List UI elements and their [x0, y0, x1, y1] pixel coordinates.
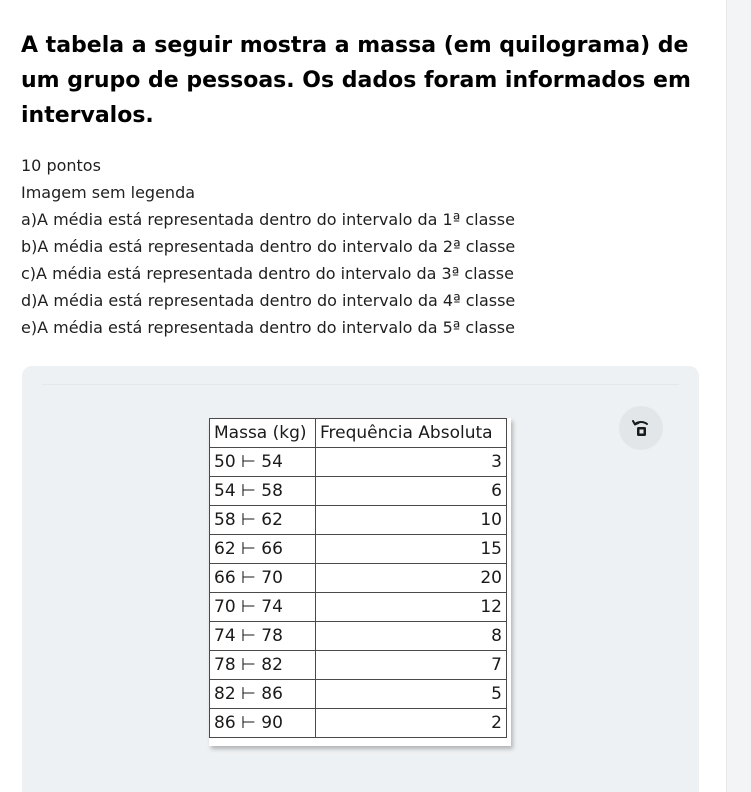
answer-option-a: a)A média está representada dentro do intervalo da 1ª classe [21, 210, 515, 229]
attachment-divider [42, 384, 679, 385]
answer-option-e: e)A média está representada dentro do intervalo da 5ª classe [21, 318, 515, 337]
table-row [210, 680, 507, 709]
mass-interval: 74 ⊢ 78 [210, 622, 316, 651]
header-mass: Massa (kg) [210, 419, 316, 448]
frequency-value: 8 [316, 622, 507, 651]
mass-interval: 62 ⊢ 66 [210, 535, 316, 564]
image-attachment [22, 366, 699, 792]
frequency-table [209, 418, 507, 738]
table-row [210, 622, 507, 651]
answer-option-d: d)A média está representada dentro do intervalo da 4ª classe [21, 291, 516, 310]
mass-interval: 58 ⊢ 62 [210, 506, 316, 535]
points-label: 10 pontos [21, 156, 101, 175]
table-row [210, 477, 507, 506]
frequency-value: 15 [316, 535, 507, 564]
mass-interval: 82 ⊢ 86 [210, 680, 316, 709]
table-header-row [210, 419, 507, 448]
frequency-table-image [209, 418, 511, 746]
table-row [210, 448, 507, 477]
mass-interval: 86 ⊢ 90 [210, 709, 316, 738]
frequency-value: 12 [316, 593, 507, 622]
mass-interval: 78 ⊢ 82 [210, 651, 316, 680]
answer-option-c: c)A média está representada dentro do intervalo da 3ª classe [21, 264, 514, 283]
mass-interval: 66 ⊢ 70 [210, 564, 316, 593]
table-row [210, 709, 507, 738]
table-row [210, 535, 507, 564]
frequency-value: 3 [316, 448, 507, 477]
mass-interval: 54 ⊢ 58 [210, 477, 316, 506]
table-row [210, 651, 507, 680]
mass-interval: 70 ⊢ 74 [210, 593, 316, 622]
question-meta [21, 152, 515, 341]
frequency-value: 7 [316, 651, 507, 680]
question-title: A tabela a seguir mostra a massa (em quilograma) de um grupo de pessoas. Os dados foram informados em intervalos. [21, 33, 691, 128]
frequency-value: 5 [316, 680, 507, 709]
right-scroll-rail [726, 0, 751, 792]
table-row [210, 564, 507, 593]
frequency-value: 6 [316, 477, 507, 506]
rotate-image-button[interactable] [619, 406, 663, 450]
table-row [210, 593, 507, 622]
frequency-value: 2 [316, 709, 507, 738]
rotate-icon [630, 417, 652, 439]
table-row [210, 506, 507, 535]
header-frequency: Frequência Absoluta [316, 419, 507, 448]
answer-option-b: b)A média está representada dentro do intervalo da 2ª classe [21, 237, 516, 256]
image-caption: Imagem sem legenda [21, 183, 196, 202]
mass-interval: 50 ⊢ 54 [210, 448, 316, 477]
frequency-value: 10 [316, 506, 507, 535]
frequency-value: 20 [316, 564, 507, 593]
